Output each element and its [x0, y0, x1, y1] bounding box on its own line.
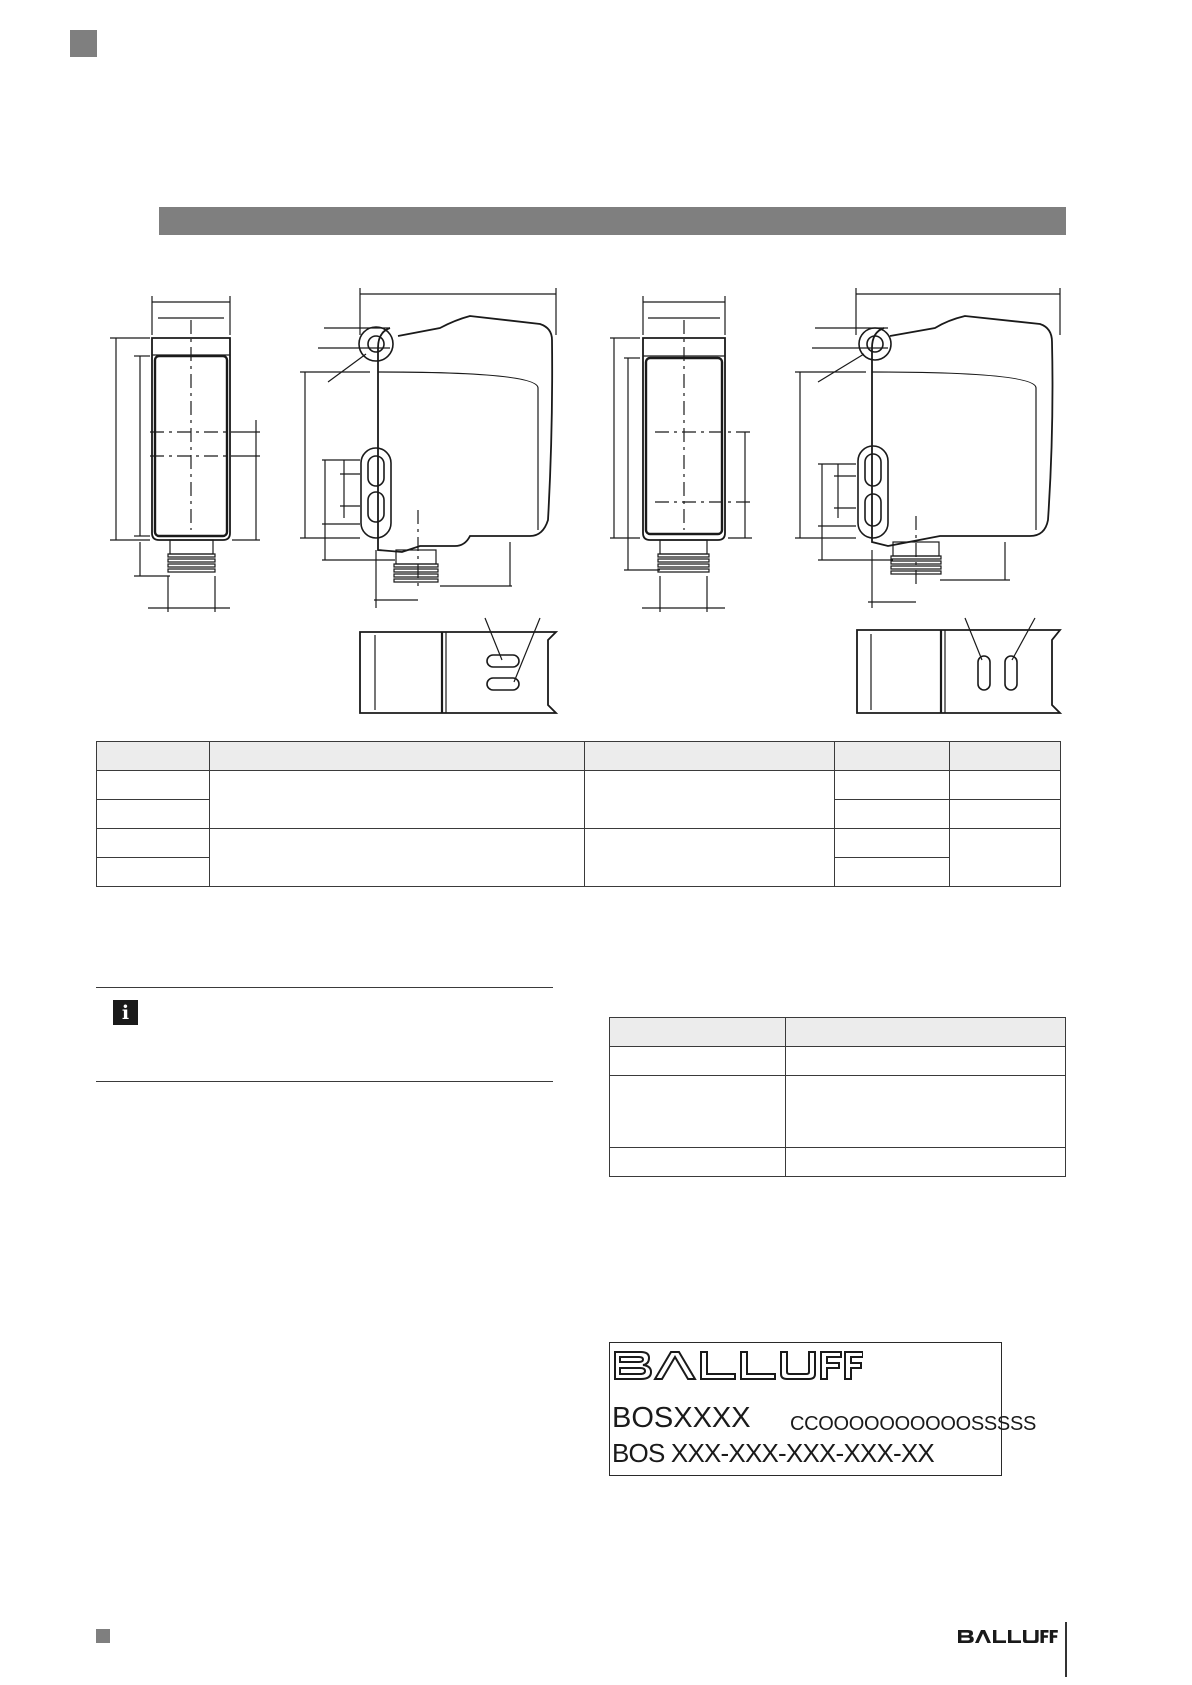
balluff-logo — [613, 1348, 863, 1382]
variants-table — [96, 741, 1061, 887]
bottom-view-1 — [360, 618, 556, 713]
label-serial-code: CCOOOOOOOOOOSSSSS — [790, 1413, 1037, 1435]
label-order-code: BOS XXX-XXX-XXX-XXX-XX — [612, 1438, 934, 1468]
footer-balluff-logo — [958, 1628, 1058, 1644]
info-icon: i — [113, 1000, 138, 1025]
note-box — [96, 987, 553, 1082]
bottom-view-2 — [857, 618, 1060, 713]
type-label — [609, 1342, 1037, 1476]
footer-vertical-rule — [1065, 1622, 1067, 1677]
label-model: BOSXXXX — [612, 1402, 751, 1434]
front-view-1 — [110, 296, 260, 720]
side-view-2 — [795, 288, 1060, 608]
dimension-drawings — [0, 280, 1192, 720]
front-view-2 — [610, 296, 755, 612]
section-heading-bar — [159, 207, 1066, 235]
corner-marker — [70, 30, 97, 57]
side-view-1 — [300, 288, 556, 608]
footer-marker — [96, 1629, 110, 1643]
properties-table — [609, 1017, 1066, 1177]
